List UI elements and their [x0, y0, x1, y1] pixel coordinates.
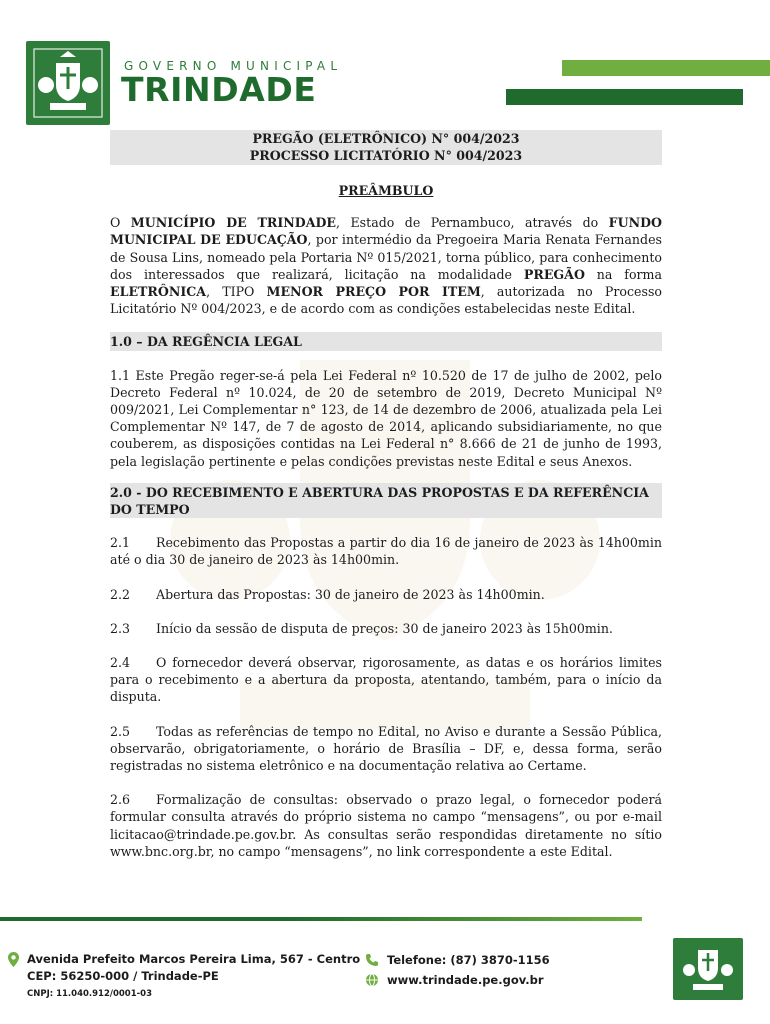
title-line-1: PREGÃO (ELETRÔNICO) N° 004/2023 — [252, 131, 520, 146]
footer-address-line-1: Avenida Prefeito Marcos Pereira Lima, 567 - Centro — [27, 952, 361, 966]
document-title — [110, 130, 662, 165]
list-item — [110, 654, 662, 706]
footer-phone: Telefone: (87) 3870-1156 — [387, 953, 550, 967]
list-item — [110, 791, 662, 860]
item-number: 2.6 — [110, 792, 131, 808]
list-item — [110, 586, 662, 603]
list-item — [110, 723, 662, 775]
decorative-bar-dark — [506, 89, 743, 105]
decorative-bar-light — [562, 60, 770, 76]
item-text: Formalização de consultas: observado o prazo legal, o fornecedor poderá formular consulta através do próprio sistema no campo “mensagens”, ou por e-mail licitacao@trindade.pe.gov.br. As consultas serão respondidas diretamente no sítio www.bnc.org.br, no campo “mensagens”, no link correspondente a este Edital. — [110, 792, 662, 859]
item-text: Todas as referências de tempo no Edital, no Aviso e durante a Sessão Pública, observarão, obrigatoriamente, o horário de Brasília – DF, e, dessa forma, serão registradas no sistema eletrônico e na documentação relativa ao Certame. — [110, 723, 662, 774]
item-text: O fornecedor deverá observar, rigorosamente, as datas e os horários limites para o recebimento e a abertura da proposta, atentando, também, para o início da disputa. — [110, 655, 662, 705]
section-1-paragraph: 1.1 Este Pregão reger-se-á pela Lei Federal nº 10.520 de 17 de julho de 2002, pelo Decreto Federal nº 10.024, de 20 de setembro de 2019, Decreto Municipal Nº 009/2021, Lei Complementar n° 123, de 14 de dezembro de 2006, atualizada pela Lei Complementar Nº 147, de 7 de agosto de 2014, aplicando subsidiariamente, no que couberem, as disposições contidas na Lei Federal n° 8.666 de 21 de junho de 1993, pela legislação pertinente e pelas condições previstas neste Edital e seus Anexos. — [110, 367, 662, 469]
item-number: 2.2 — [110, 586, 131, 602]
item-number: 2.4 — [110, 655, 131, 671]
coat-of-arms-icon — [26, 41, 110, 125]
location-pin-icon — [8, 952, 19, 967]
coat-of-arms-icon — [673, 938, 743, 1000]
phone-icon — [365, 953, 379, 967]
globe-icon — [365, 973, 379, 987]
footer-logo — [673, 938, 743, 1000]
preamble-paragraph: O MUNICÍPIO DE TRINDADE, Estado de Pernambuco, através do FUNDO MUNICIPAL DE EDUCAÇÃO, por intermédio da Pregoeira Maria Renata Fernandes de Sousa Lins, nomeado pela Portaria Nº 015/2021, torna público, para conhecimento dos interessados que realizará, licitação na modalidade PREGÃO na forma ELETRÔNICA, TIPO MENOR PREÇO POR ITEM, autorizada no Processo Licitatório Nº 004/2023, e de acordo com as condições estabelecidas neste Edital. — [110, 215, 663, 317]
list-item — [110, 620, 662, 637]
document-body — [110, 130, 662, 877]
item-number: 2.3 — [110, 620, 131, 636]
brand-title: TRINDADE — [121, 70, 317, 109]
footer-cnpj: CNPJ: 11.040.912/0001-03 — [27, 989, 152, 999]
preamble-heading: PREÂMBULO — [338, 183, 434, 198]
section-2-heading: 2.0 - DO RECEBIMENTO E ABERTURA DAS PROPOSTAS E DA REFERÊNCIA DO TEMPO — [110, 483, 662, 518]
footer-address-line-2: CEP: 56250-000 / Trindade-PE — [27, 969, 219, 983]
title-line-2: PROCESSO LICITATÓRIO N° 004/2023 — [249, 147, 523, 163]
municipal-logo — [26, 41, 110, 125]
footer-website[interactable]: www.trindade.pe.gov.br — [387, 973, 544, 987]
section-1-heading: 1.0 – DA REGÊNCIA LEGAL — [110, 332, 662, 350]
item-text: Recebimento das Propostas a partir do dia 16 de janeiro de 2023 às 14h00min até o dia 30 de janeiro de 2023 às 14h00min. — [110, 535, 662, 568]
brand-subtitle: GOVERNO MUNICIPAL — [124, 59, 343, 73]
item-text: Início da sessão de disputa de preços: 30 de janeiro 2023 às 15h00min. — [156, 620, 613, 636]
list-item — [110, 534, 662, 568]
footer-divider — [0, 917, 642, 921]
item-number: 2.5 — [110, 723, 131, 739]
item-text: Abertura das Propostas: 30 de janeiro de 2023 às 14h00min. — [156, 586, 545, 602]
item-number: 2.1 — [110, 535, 131, 551]
